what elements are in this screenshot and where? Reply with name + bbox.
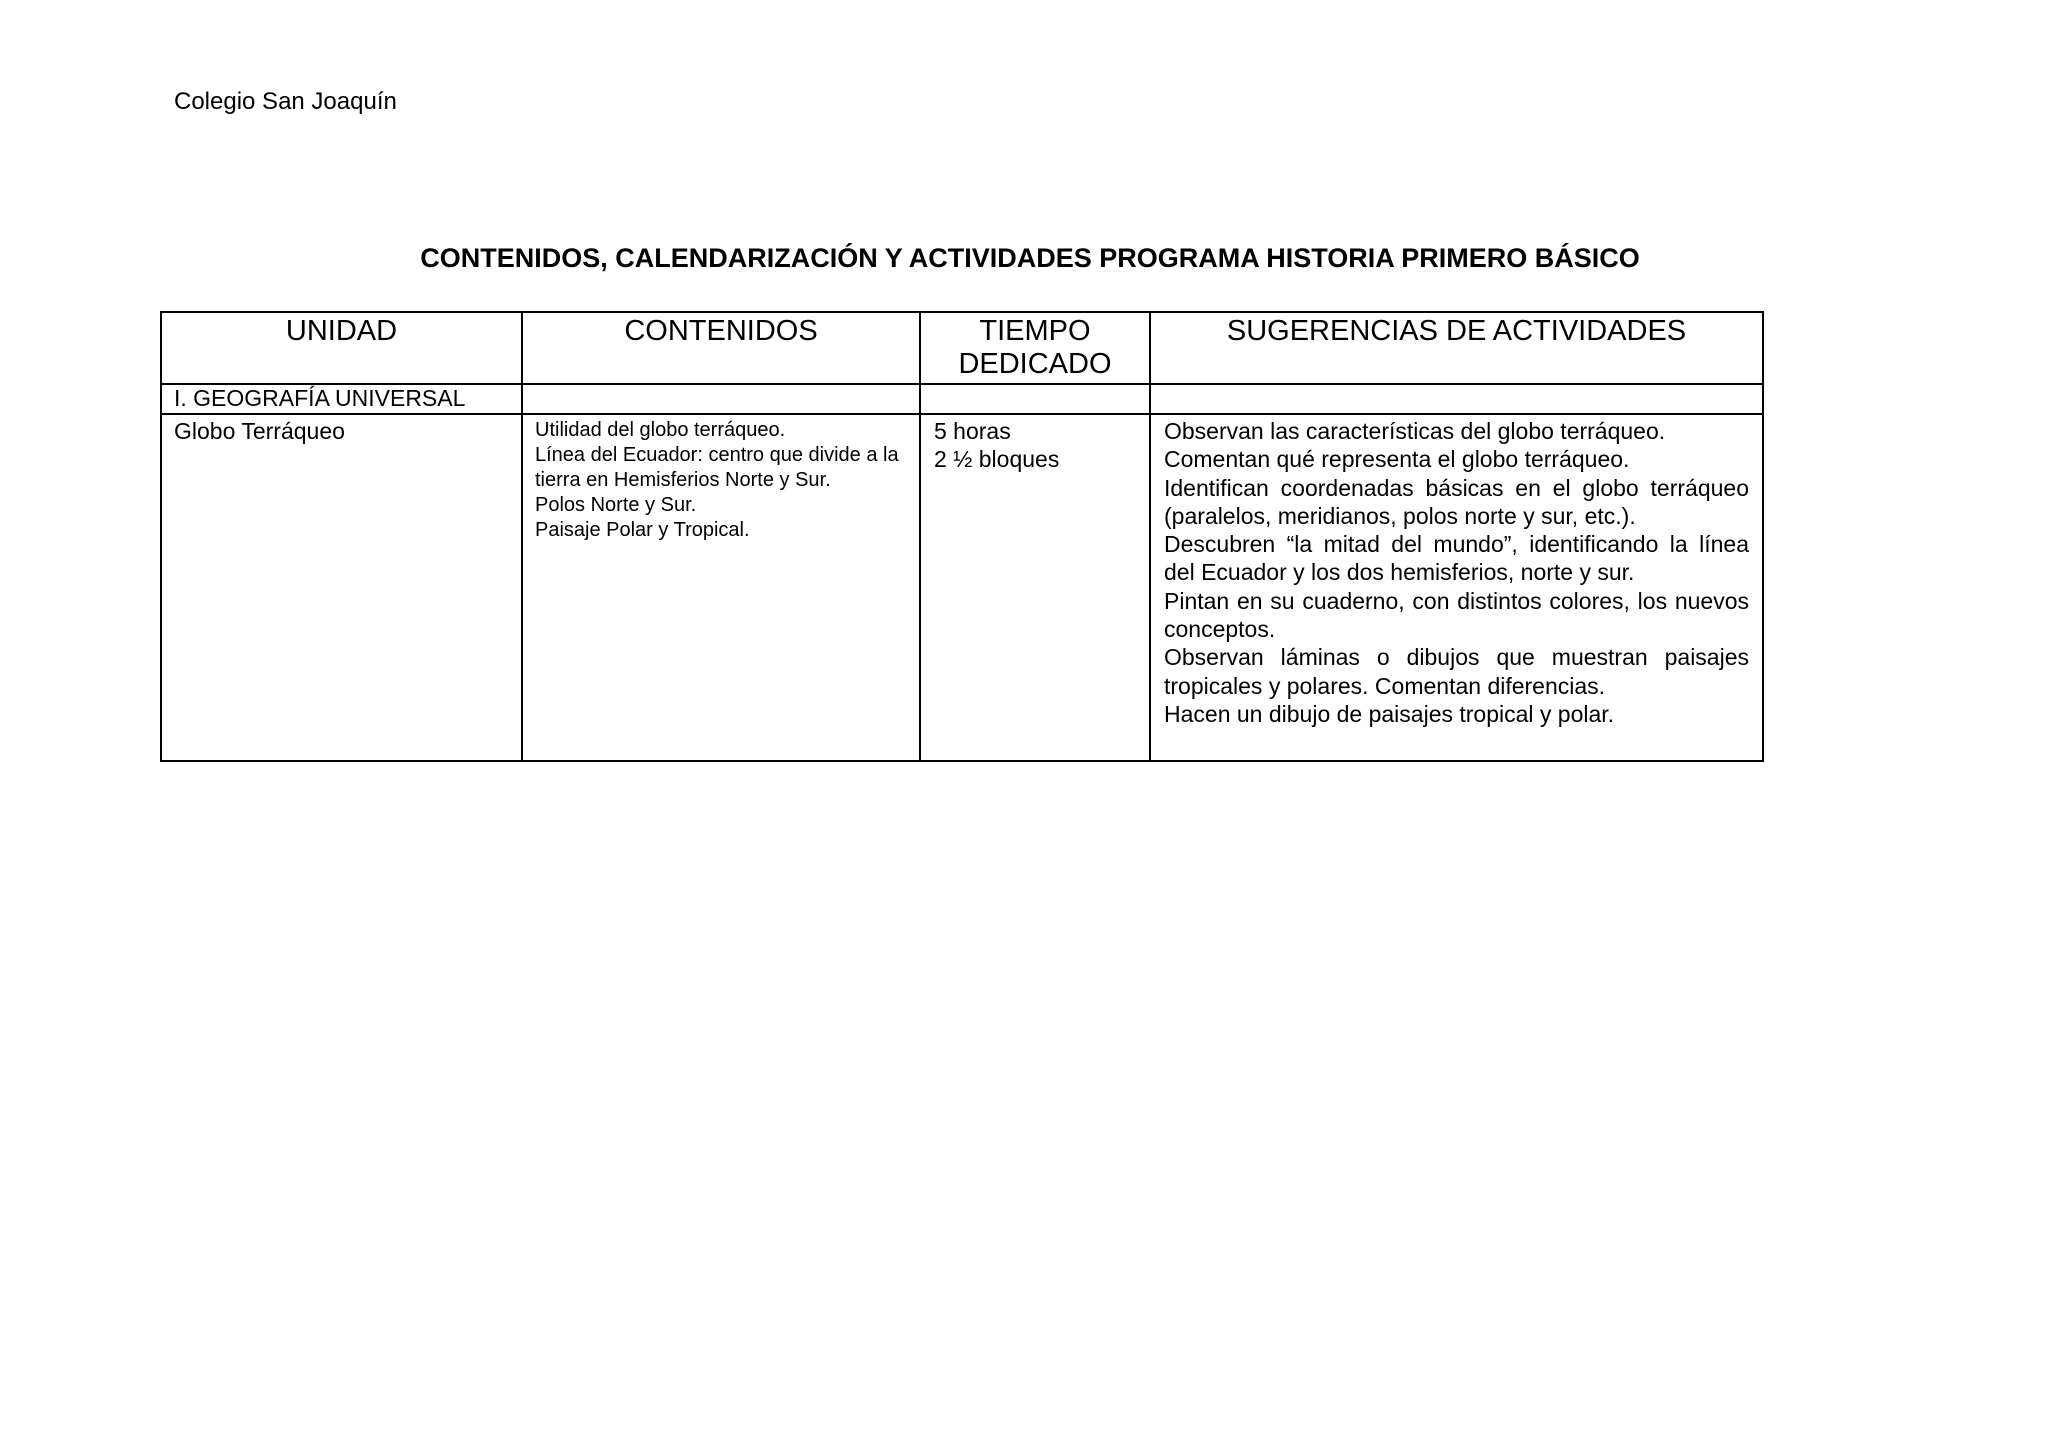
activity-item: Observan las características del globo terráqueo. (1164, 418, 1666, 444)
time-item: 2 ½ bloques (934, 446, 1060, 472)
empty-cell (920, 384, 1150, 414)
empty-cell (1150, 384, 1763, 414)
empty-cell (522, 384, 920, 414)
school-name: Colegio San Joaquín (174, 88, 397, 115)
contents-item: Línea del Ecuador: centro que divide a la tierra en Hemisferios Norte y Sur. (535, 444, 899, 491)
activity-item: Identifican coordenadas básicas en el globo terráqueo (paralelos, meridianos, polos norte y sur, etc.). (1164, 474, 1749, 529)
table-row (161, 414, 1763, 761)
contents-cell (522, 414, 920, 761)
contents-item: Paisaje Polar y Tropical. (535, 519, 750, 541)
activity-item: Observan láminas o dibujos que muestran paisajes tropicales y polares. Comentan diferencias. (1164, 644, 1749, 699)
activity-item: Pintan en su cuaderno, con distintos colores, los nuevos conceptos. (1164, 587, 1749, 643)
document-title: CONTENIDOS, CALENDARIZACIÓN Y ACTIVIDADES PROGRAMA HISTORIA PRIMERO BÁSICO (420, 243, 1640, 273)
activity-item: Descubren “la mitad del mundo”, identificando la línea del Ecuador y los dos hemisferios, norte y sur. (1164, 531, 1749, 586)
section-title: I. GEOGRAFÍA UNIVERSAL (161, 384, 522, 414)
activity-item: Hacen un dibujo de paisajes tropical y polar. (1164, 700, 1615, 727)
activities-cell (1150, 414, 1763, 761)
contents-item: Polos Norte y Sur. (535, 494, 697, 516)
contents-item: Utilidad del globo terráqueo. (535, 419, 786, 441)
unit-cell: Globo Terráqueo (161, 414, 522, 761)
header-time-line2: DEDICADO (958, 348, 1112, 380)
section-row (161, 384, 1763, 414)
time-item: 5 horas (934, 418, 1011, 444)
time-cell (920, 414, 1150, 761)
header-contents: CONTENIDOS (522, 312, 920, 384)
program-table (160, 311, 1764, 762)
header-unit: UNIDAD (161, 312, 522, 384)
header-time (920, 312, 1150, 384)
header-time-line1: TIEMPO (979, 315, 1091, 347)
header-activities: SUGERENCIAS DE ACTIVIDADES (1150, 312, 1763, 384)
activity-item: Comentan qué representa el globo terráqueo. (1164, 446, 1630, 473)
table-header-row (161, 312, 1763, 384)
